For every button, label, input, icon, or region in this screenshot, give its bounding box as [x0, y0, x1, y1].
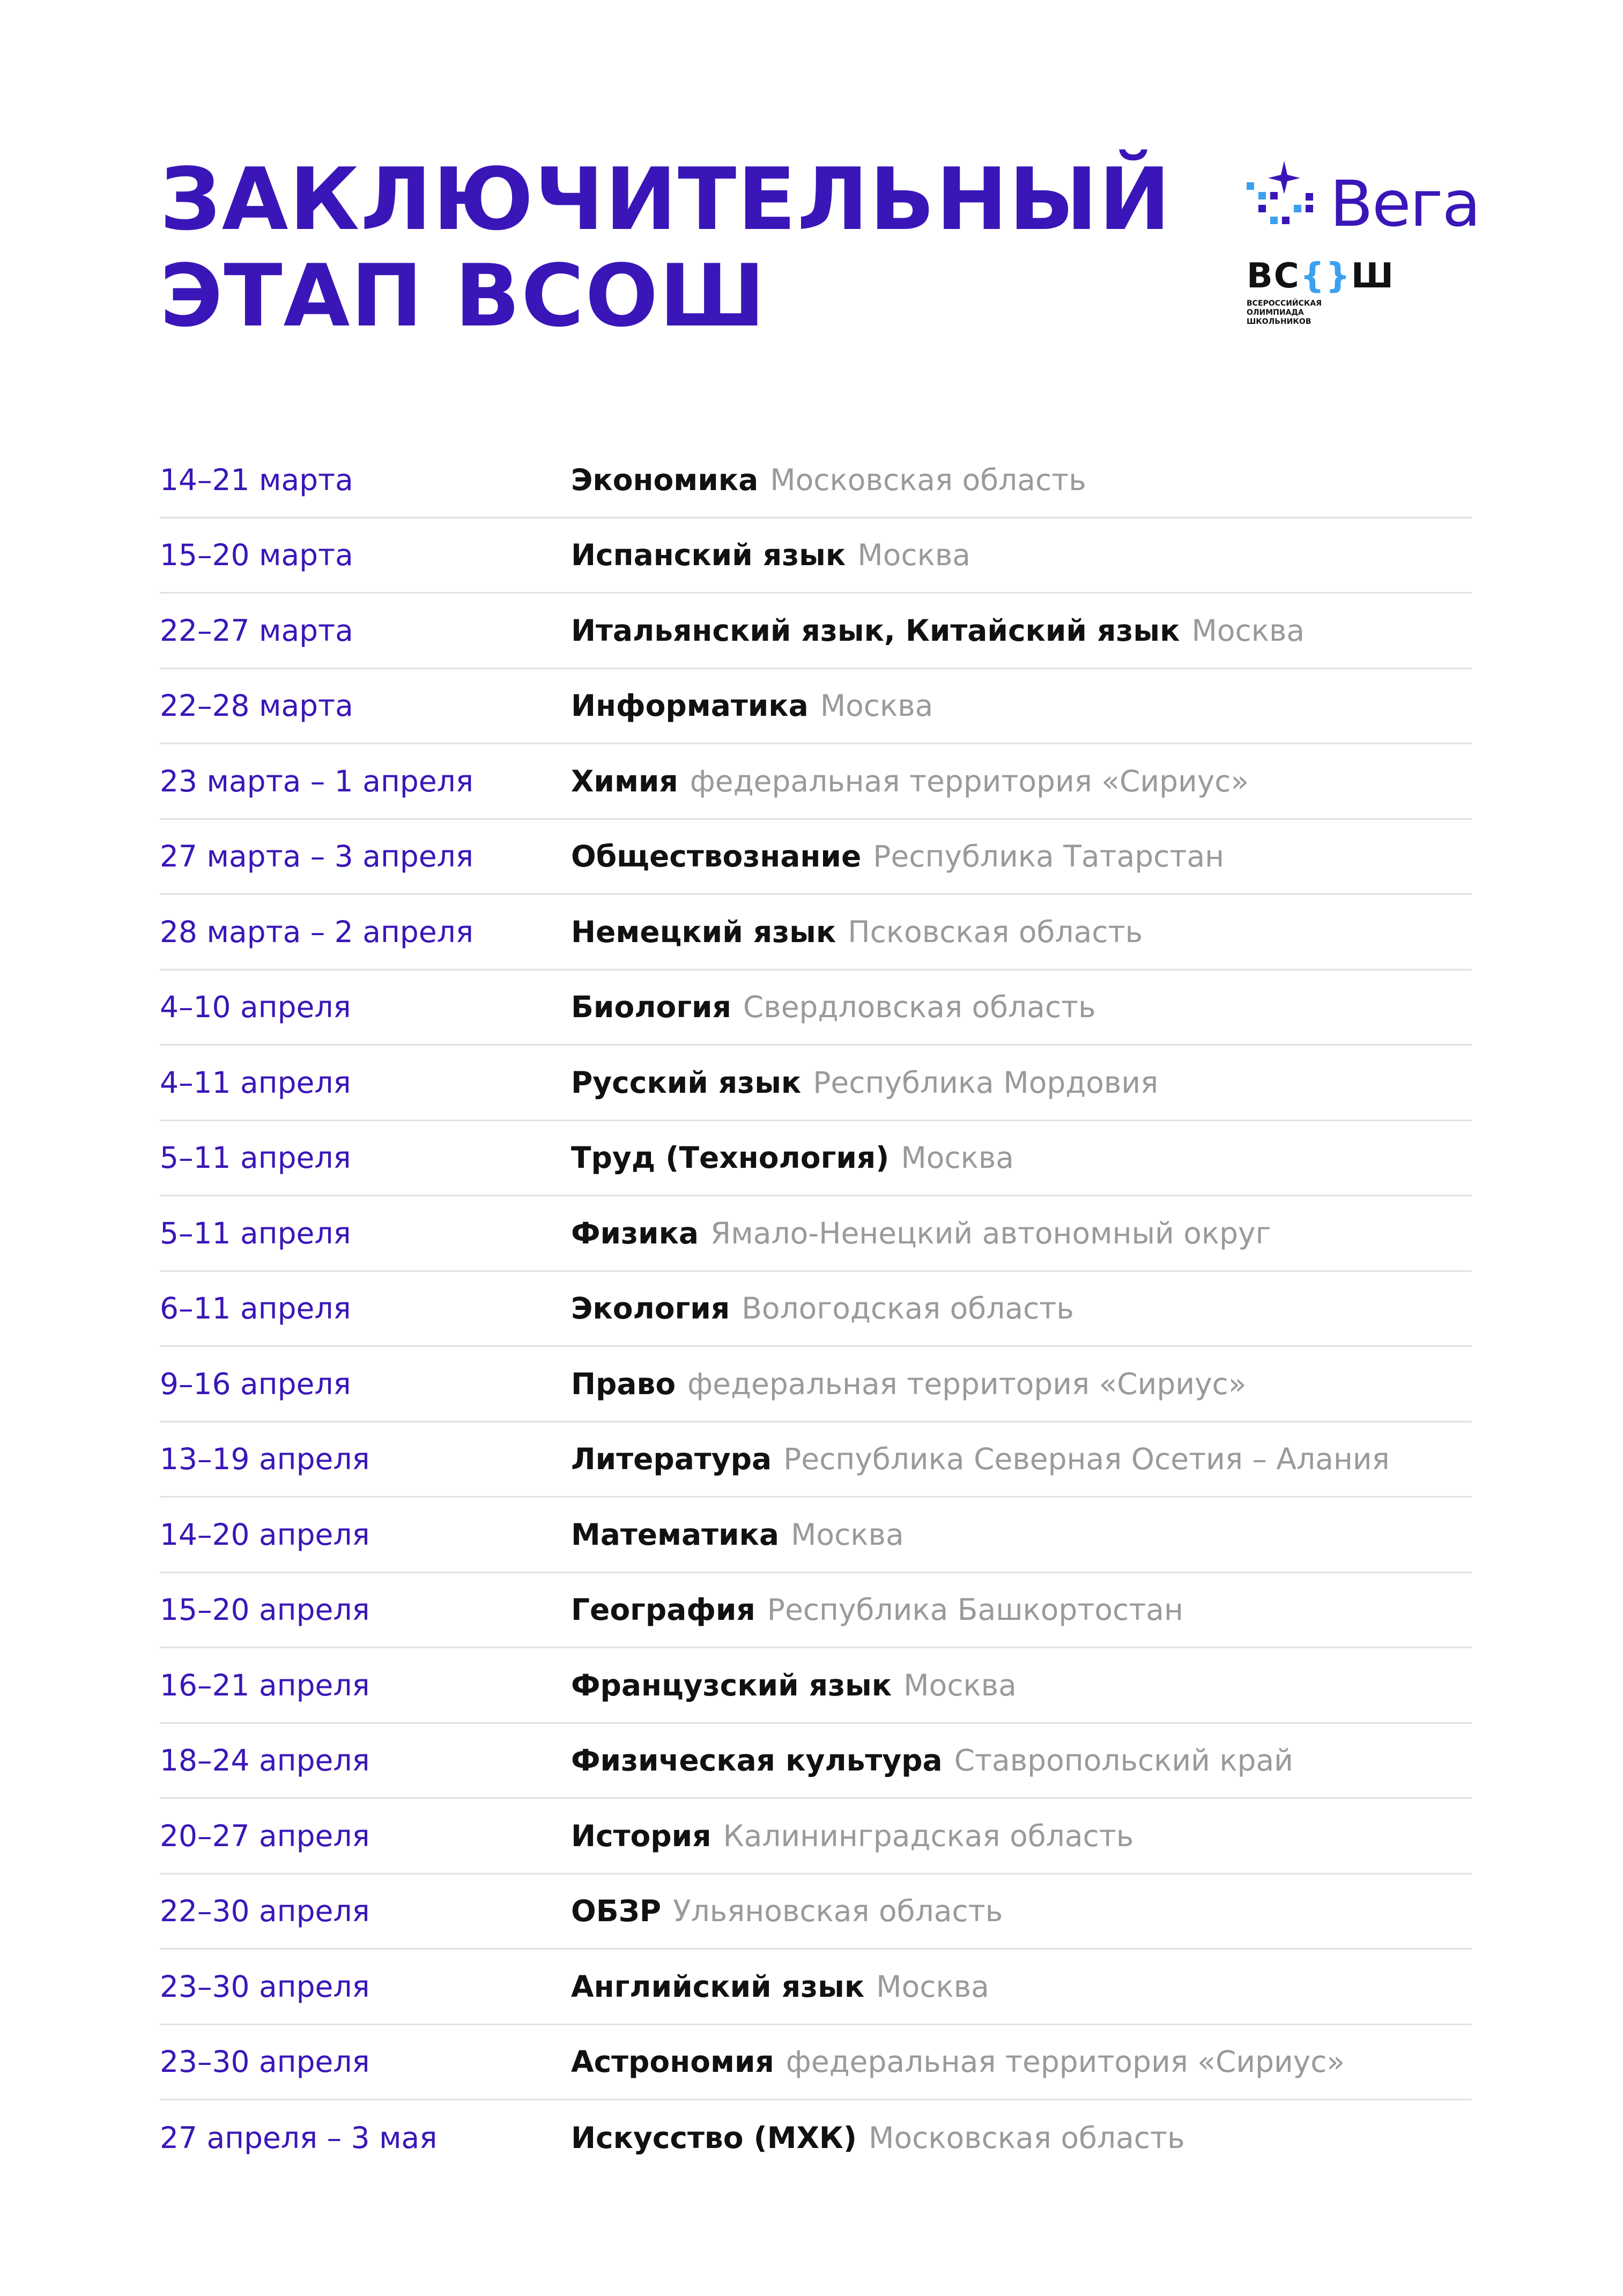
event-date: 22–28 марта	[160, 688, 353, 723]
list-item	[160, 594, 1472, 669]
event-date: 23 марта – 1 апреля	[160, 764, 473, 798]
event-place: федеральная территория «Сириус»	[785, 2045, 1345, 2079]
event-date: 13–19 апреля	[160, 1442, 370, 1477]
event-date: 6–11 апреля	[160, 1291, 351, 1326]
event-place: Москва	[820, 688, 933, 723]
event-date: 16–21 апреля	[160, 1668, 370, 1702]
event-date: 5–11 апреля	[160, 1140, 351, 1175]
event-date: 28 марта – 2 апреля	[160, 914, 473, 949]
event-subject: Французский язык	[571, 1668, 892, 1702]
page-title	[160, 151, 1172, 344]
list-item	[160, 519, 1472, 594]
event-date: 5–11 апреля	[160, 1216, 351, 1250]
list-item	[160, 1950, 1472, 2025]
event-subject: Итальянский язык, Китайский язык	[571, 613, 1180, 648]
list-item	[160, 1046, 1472, 1121]
event-subject: Обществознание	[571, 839, 862, 874]
list-item	[160, 1875, 1472, 1950]
event-subject: Английский язык	[571, 1969, 865, 2004]
event-date: 15–20 апреля	[160, 1593, 370, 1627]
event-place: Республика Северная Осетия – Алания	[783, 1442, 1390, 1477]
event-subject: Химия	[571, 764, 678, 798]
event-subject: Литература	[571, 1442, 772, 1477]
event-place: Ставропольский край	[954, 1743, 1293, 1778]
event-subject: Биология	[571, 990, 731, 1025]
event-place: Псковская область	[848, 914, 1143, 949]
event-subject: Физика	[571, 1216, 699, 1250]
list-item	[160, 1121, 1472, 1197]
event-date: 22–27 марта	[160, 613, 353, 648]
event-place: Московская область	[770, 462, 1086, 497]
vsosh-logo-text-end: Ш	[1351, 256, 1395, 296]
event-date: 23–30 апреля	[160, 2045, 370, 2079]
list-item	[160, 820, 1472, 895]
event-subject: ОБЗР	[571, 1894, 662, 1929]
vsosh-logo-text-start: ВС	[1247, 256, 1300, 296]
event-date: 23–30 апреля	[160, 1969, 370, 2004]
list-item	[160, 443, 1472, 519]
list-item	[160, 744, 1472, 820]
event-subject: Экология	[571, 1291, 730, 1326]
event-subject: Русский язык	[571, 1065, 802, 1100]
list-item	[160, 1196, 1472, 1272]
list-item	[160, 1498, 1472, 1573]
event-subject: Право	[571, 1366, 676, 1401]
event-place: Калининградская область	[723, 1818, 1134, 1853]
event-place: Москва	[901, 1140, 1014, 1175]
vsosh-logo	[1247, 257, 1407, 332]
list-item	[160, 1272, 1472, 1347]
vsosh-logo-mark	[1247, 257, 1395, 295]
list-item	[160, 971, 1472, 1046]
event-subject: Физическая культура	[571, 1743, 943, 1778]
list-item	[160, 1423, 1472, 1498]
event-date: 20–27 апреля	[160, 1818, 370, 1853]
vsosh-sub-line-3: ШКОЛЬНИКОВ	[1247, 317, 1311, 326]
vega-logo-text: Вега	[1330, 167, 1480, 241]
event-subject: Экономика	[571, 462, 759, 497]
title-line-1: ЗАКЛЮЧИТЕЛЬНЫЙ	[160, 149, 1172, 249]
list-item	[160, 1573, 1472, 1649]
event-place: Республика Башкортостан	[767, 1593, 1183, 1627]
event-subject: История	[571, 1818, 712, 1853]
event-place: Московская область	[869, 2121, 1185, 2156]
event-place: Москва	[790, 1517, 904, 1552]
event-subject: География	[571, 1593, 755, 1627]
title-line-2: ЭТАП ВСОШ	[160, 246, 767, 346]
event-date: 14–20 апреля	[160, 1517, 370, 1552]
list-item	[160, 1648, 1472, 1724]
event-date: 18–24 апреля	[160, 1743, 370, 1778]
event-date: 14–21 марта	[160, 462, 353, 497]
schedule-list	[160, 443, 1472, 2176]
list-item	[160, 2100, 1472, 2176]
event-subject: Математика	[571, 1517, 779, 1552]
event-place: Москва	[1191, 613, 1305, 648]
event-place: Москва	[903, 1668, 1017, 1702]
bracket-icon: {}	[1300, 256, 1351, 296]
event-place: Республика Татарстан	[873, 839, 1225, 874]
list-item	[160, 2025, 1472, 2101]
event-date: 4–10 апреля	[160, 990, 351, 1025]
event-place: Москва	[876, 1969, 989, 2004]
event-subject: Информатика	[571, 688, 809, 723]
event-subject: Труд (Технология)	[571, 1140, 890, 1175]
vega-star-icon	[1247, 161, 1327, 241]
event-place: Республика Мордовия	[813, 1065, 1159, 1100]
event-place: Москва	[857, 538, 970, 573]
event-place: Ямало-Ненецкий автономный округ	[710, 1216, 1271, 1250]
event-subject: Искусство (МХК)	[571, 2121, 857, 2156]
event-subject: Испанский язык	[571, 538, 846, 573]
event-subject: Немецкий язык	[571, 914, 836, 949]
event-place: федеральная территория «Сириус»	[690, 764, 1249, 798]
event-place: Свердловская область	[743, 990, 1096, 1025]
event-place: Ульяновская область	[673, 1894, 1003, 1929]
vsosh-sub-line-1: ВСЕРОССИЙСКАЯ	[1247, 299, 1322, 308]
vsosh-sub-line-2: ОЛИМПИАДА	[1247, 308, 1304, 317]
list-item	[160, 1799, 1472, 1875]
list-item	[160, 1347, 1472, 1423]
event-place: Вологодская область	[742, 1291, 1074, 1326]
event-date: 9–16 апреля	[160, 1366, 351, 1401]
event-subject: Астрономия	[571, 2045, 774, 2079]
list-item	[160, 1724, 1472, 1799]
event-date: 27 марта – 3 апреля	[160, 839, 473, 874]
event-place: федеральная территория «Сириус»	[687, 1366, 1247, 1401]
vega-logo	[1247, 161, 1480, 241]
event-date: 22–30 апреля	[160, 1894, 370, 1929]
list-item	[160, 895, 1472, 971]
list-item	[160, 669, 1472, 745]
event-date: 27 апреля – 3 мая	[160, 2121, 438, 2156]
event-date: 15–20 марта	[160, 538, 353, 573]
event-date: 4–11 апреля	[160, 1065, 351, 1100]
vsosh-logo-subtitle	[1247, 299, 1354, 327]
